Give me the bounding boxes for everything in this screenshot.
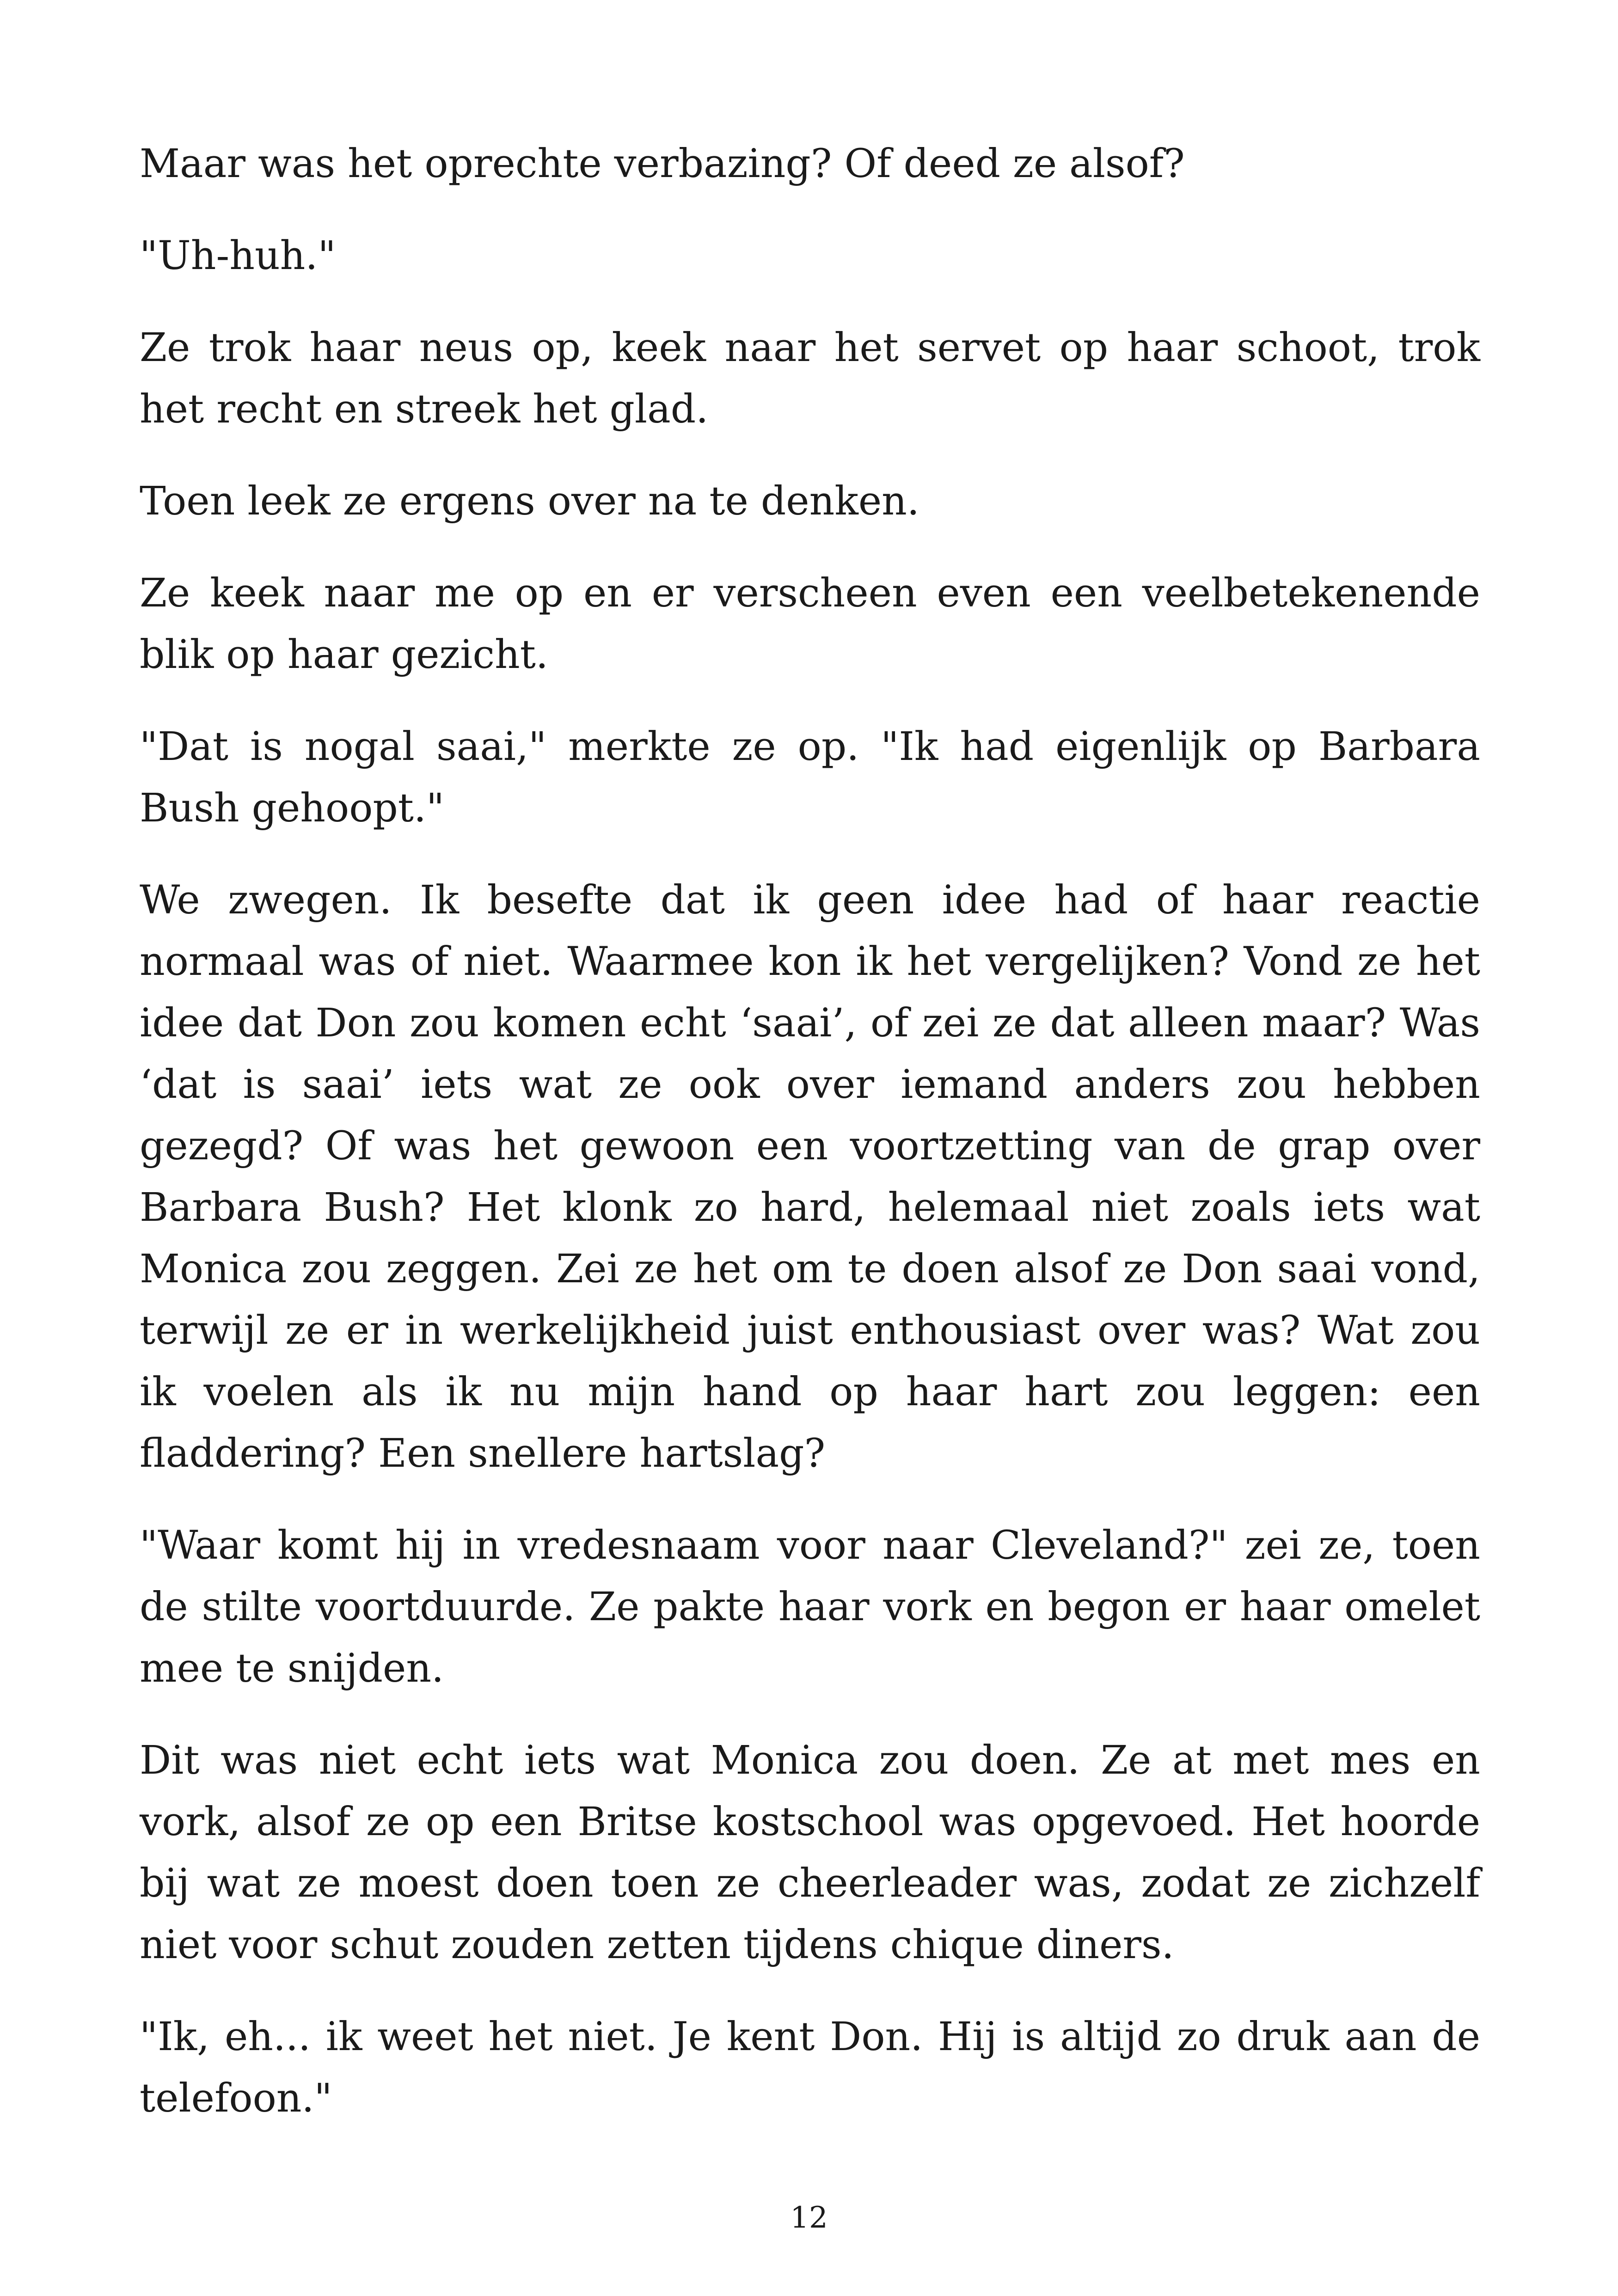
- paragraph: Ze trok haar neus op, keek naar het servet op haar schoot, trok het recht en streek het glad.: [140, 325, 1480, 432]
- paragraph: Ze keek naar me op en er verscheen even een veelbetekenende blik op haar gezicht.: [140, 570, 1480, 678]
- paragraph: "Waar komt hij in vredesnaam voor naar Cleveland?" zei ze, toen de stilte voortduurde. Ze pakte haar vork en begon er haar omelet mee te snijden.: [140, 1523, 1480, 1691]
- paragraph: "Dat is nogal saai," merkte ze op. "Ik had eigenlijk op Barbara Bush gehoopt.": [140, 724, 1480, 831]
- paragraph: "Ik, eh... ik weet het niet. Je kent Don. Hij is altijd zo druk aan de telefoon.": [140, 2014, 1480, 2121]
- paragraph: Maar was het oprechte verbazing? Of deed ze alsof?: [140, 141, 1185, 187]
- paragraph: Dit was niet echt iets wat Monica zou doen. Ze at met mes en vork, alsof ze op een Britse kostschool was opgevoed. Het hoorde bij wat ze moest doen toen ze cheerleader was, zodat ze zichzelf niet voor schut zouden zetten tijdens chique diners.: [140, 1738, 1480, 1968]
- page-body: [140, 133, 1480, 2160]
- paragraph: Toen leek ze ergens over na te denken.: [140, 478, 919, 524]
- paragraph: We zwegen. Ik besefte dat ik geen idee had of haar reactie normaal was of niet. Waarmee kon ik het vergelijken? Vond ze het idee dat Don zou komen echt ‘saai’, of zei ze dat alleen maar? Was ‘dat is saai’ iets wat ze ook over iemand anders zou hebben gezegd? Of was het gewoon een voortzetting van de grap over Barbara Bush? Het klonk zo hard, helemaal niet zoals iets wat Monica zou zeggen. Zei ze het om te doen alsof ze Don saai vond, terwijl ze er in werkelijkheid juist enthousiast over was? Wat zou ik voelen als ik nu mijn hand op haar hart zou leggen: een fladdering? Een snellere hartslag?: [140, 877, 1480, 1476]
- page-number: 12: [790, 2201, 828, 2235]
- paragraph: "Uh-huh.": [140, 233, 336, 279]
